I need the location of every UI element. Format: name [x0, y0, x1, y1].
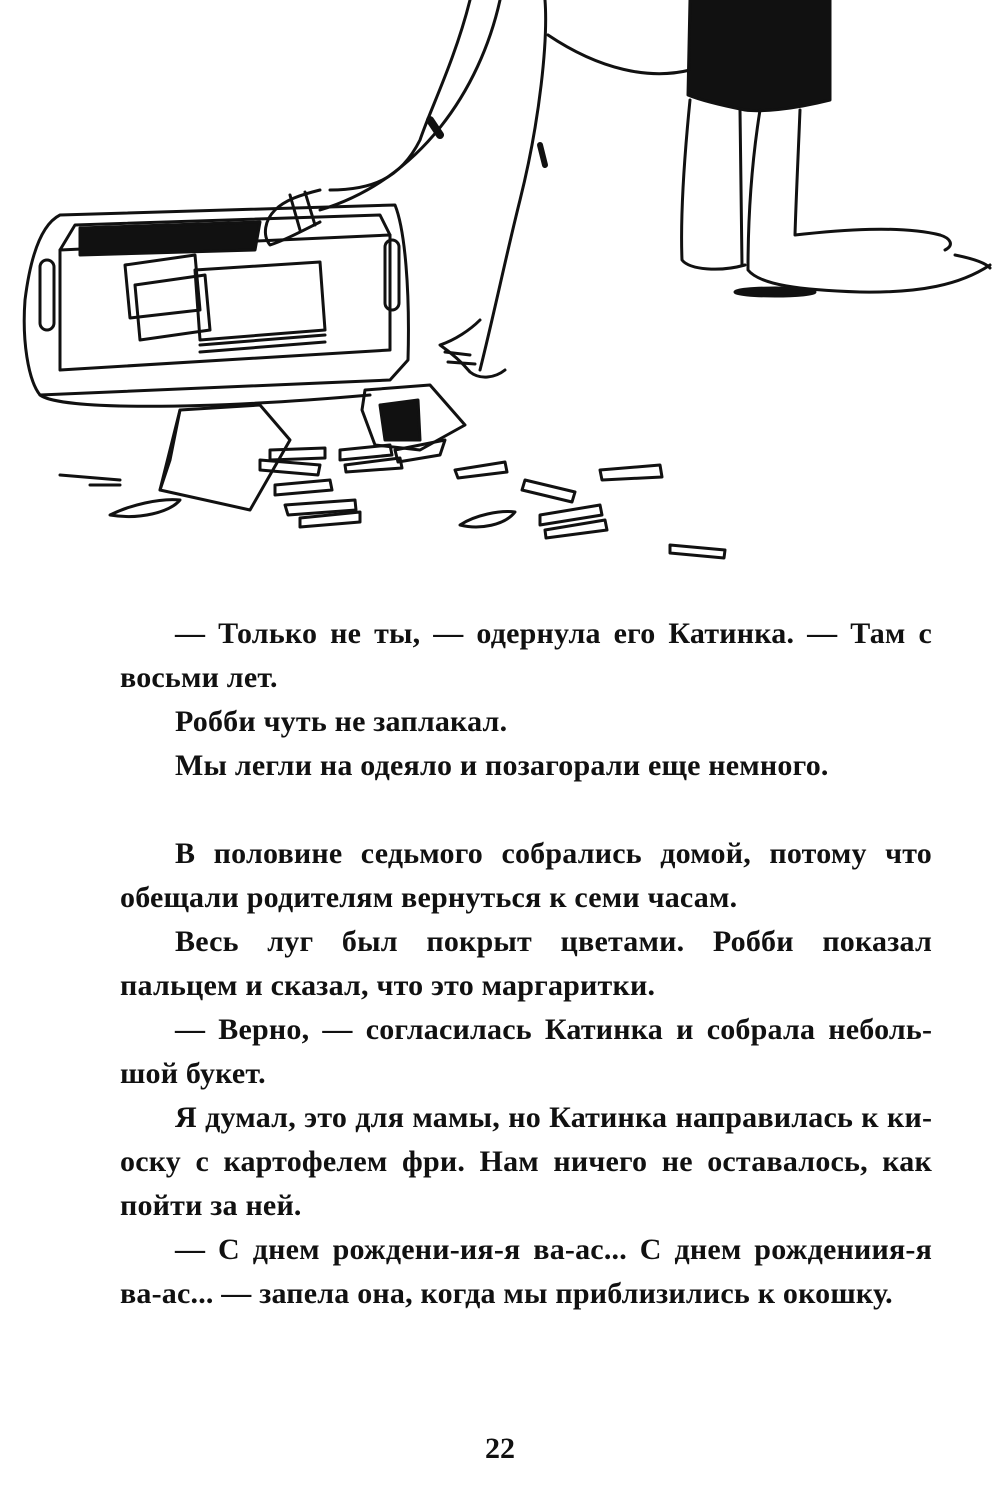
person-picking-up-french-fries-drawing — [0, 0, 1000, 575]
paragraph: — С днем рождени-ия-я ва-ас... С днем рождениия-я ва-ас... — запела она, когда мы приблизились к окошку. — [120, 1233, 932, 1310]
paragraph: В половине седьмого собрались домой, потому что обещали родителям вернуться к семи часам. — [120, 837, 932, 914]
illustration — [0, 0, 1000, 575]
paragraph: Мы легли на одеяло и позагорали еще немного. — [175, 749, 829, 782]
paragraph: Я думал, это для мамы, но Катинка направилась к киоску с картофелем фри. Нам ничего не оставалось, как пойти за ней. — [120, 1101, 932, 1222]
body-text — [120, 612, 932, 1316]
paragraph: Робби чуть не заплакал. — [175, 705, 508, 738]
paragraph: Весь луг был покрыт цветами. Робби показал пальцем и сказал, что это маргаритки. — [120, 925, 932, 1002]
paragraph: — Верно, — согласилась Катинка и собрала небольшой букет. — [120, 1013, 932, 1090]
paragraph: — Только не ты, — одернула его Катинка. — Там с восьми лет. — [120, 617, 932, 694]
page-number: 22 — [485, 1432, 515, 1465]
